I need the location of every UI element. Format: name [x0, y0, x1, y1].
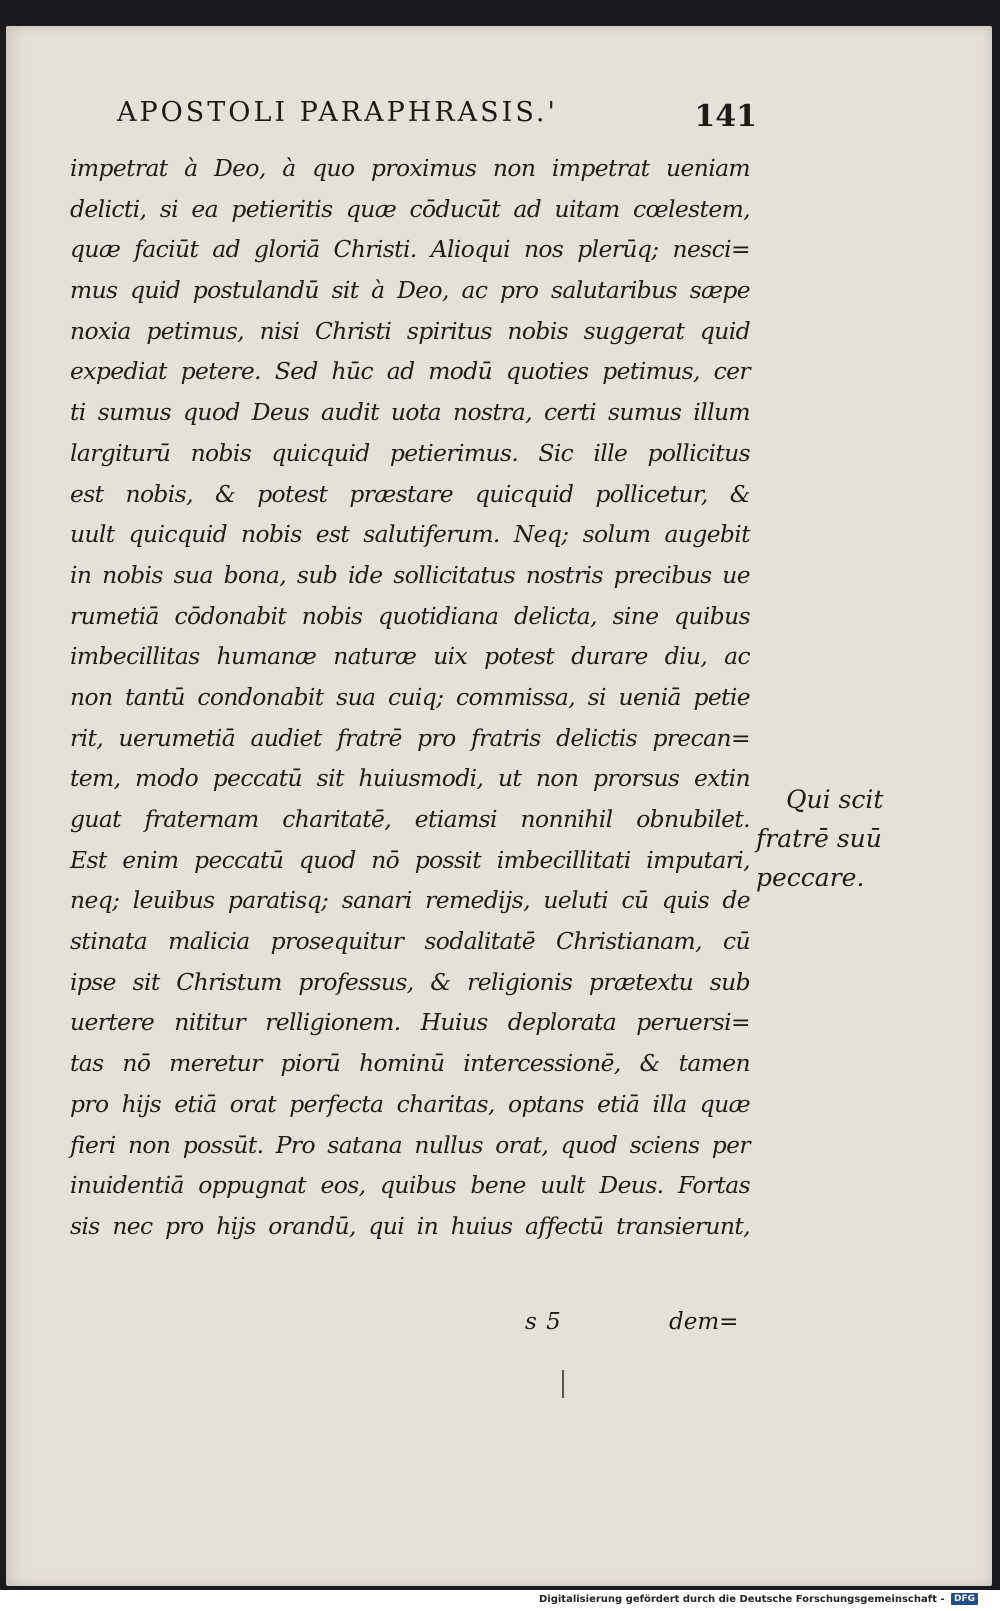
- dfg-logo: DFG: [951, 1593, 978, 1605]
- running-head-title: APOSTOLI PARAPHRASIS.': [117, 97, 558, 128]
- digitization-credit: [539, 1593, 978, 1605]
- catchword: dem=: [669, 1309, 739, 1335]
- marginal-note-line: Qui scit: [786, 785, 884, 814]
- body-text: [70, 148, 750, 1247]
- page-number: 141: [694, 99, 757, 134]
- text-line: rit, uerumetiā audiet fratrē pro fratris delictis precan=: [70, 723, 750, 752]
- text-line: fieri non possūt. Pro satana nullus orat, quod sciens per: [70, 1130, 750, 1159]
- ink-mark: [562, 1370, 564, 1398]
- marginal-note-line: fratrē suū: [756, 824, 882, 853]
- text-line: imbecillitas humanæ naturæ uix potest durare diu, ac: [70, 642, 750, 671]
- text-line: guat fraternam charitatē, etiamsi nonnihil obnubilet.: [70, 805, 750, 833]
- text-line: expediat petere. Sed hūc ad modū quoties petimus, cer: [70, 357, 750, 386]
- text-line: neq; leuibus paratisq; sanari remedijs, ueluti cū quis de: [70, 886, 750, 915]
- signature-mark: s 5: [525, 1309, 561, 1335]
- text-line: rumetiā cōdonabit nobis quotidiana delicta, sine quibus: [70, 601, 750, 630]
- text-line: noxia petimus, nisi Christi spiritus nobis suggerat quid: [70, 316, 750, 345]
- credit-text: Digitalisierung gefördert durch die Deutsche Forschungsgemeinschaft -: [538, 1594, 945, 1605]
- text-line: sis nec pro hijs orandū, qui in huius affectū transierunt,: [70, 1211, 750, 1240]
- text-line: ti sumus quod Deus audit uota nostra, certi sumus illum: [70, 398, 750, 427]
- text-line: quæ faciūt ad gloriā Christi. Alioqui nos plerūq; nesci=: [70, 235, 750, 264]
- text-line: delicti, si ea petieritis quæ cōducūt ad uitam cœlestem,: [70, 194, 750, 223]
- text-line: tas nō meretur piorū hominū intercessionē, & tamen: [70, 1049, 750, 1078]
- marginal-note-line: peccare.: [756, 863, 865, 892]
- marginal-note: [756, 780, 916, 897]
- text-line: Est enim peccatū quod nō possit imbecillitati imputari,: [70, 845, 750, 874]
- text-line: ipse sit Christum professus, & religionis prætextu sub: [70, 967, 750, 996]
- text-line: mus quid postulandū sit à Deo, ac pro salutaribus sæpe: [70, 276, 750, 305]
- text-line: tem, modo peccatū sit huiusmodi, ut non prorsus extin: [70, 764, 750, 793]
- text-line: pro hijs etiā orat perfecta charitas, optans etiā illa quæ: [70, 1089, 750, 1118]
- text-line: in nobis sua bona, sub ide sollicitatus nostris precibus ue: [70, 560, 750, 589]
- running-head: [117, 97, 757, 137]
- text-line: inuidentiā oppugnat eos, quibus bene uult Deus. Fortas: [70, 1171, 750, 1200]
- text-line: est nobis, & potest præstare quicquid pollicetur, &: [70, 479, 750, 508]
- text-line: impetrat à Deo, à quo proximus non impetrat ueniam: [70, 154, 750, 182]
- text-line: uertere nititur relligionem. Huius deplorata peruersi=: [70, 1008, 750, 1037]
- text-line: stinata malicia prosequitur sodalitatē Christianam, cū: [70, 927, 750, 956]
- text-line: non tantū condonabit sua cuiq; commissa, si ueniā petie: [70, 682, 750, 711]
- text-line: largiturū nobis quicquid petierimus. Sic ille pollicitus: [70, 438, 750, 467]
- text-line: uult quicquid nobis est salutiferum. Neq; solum augebit: [70, 520, 750, 549]
